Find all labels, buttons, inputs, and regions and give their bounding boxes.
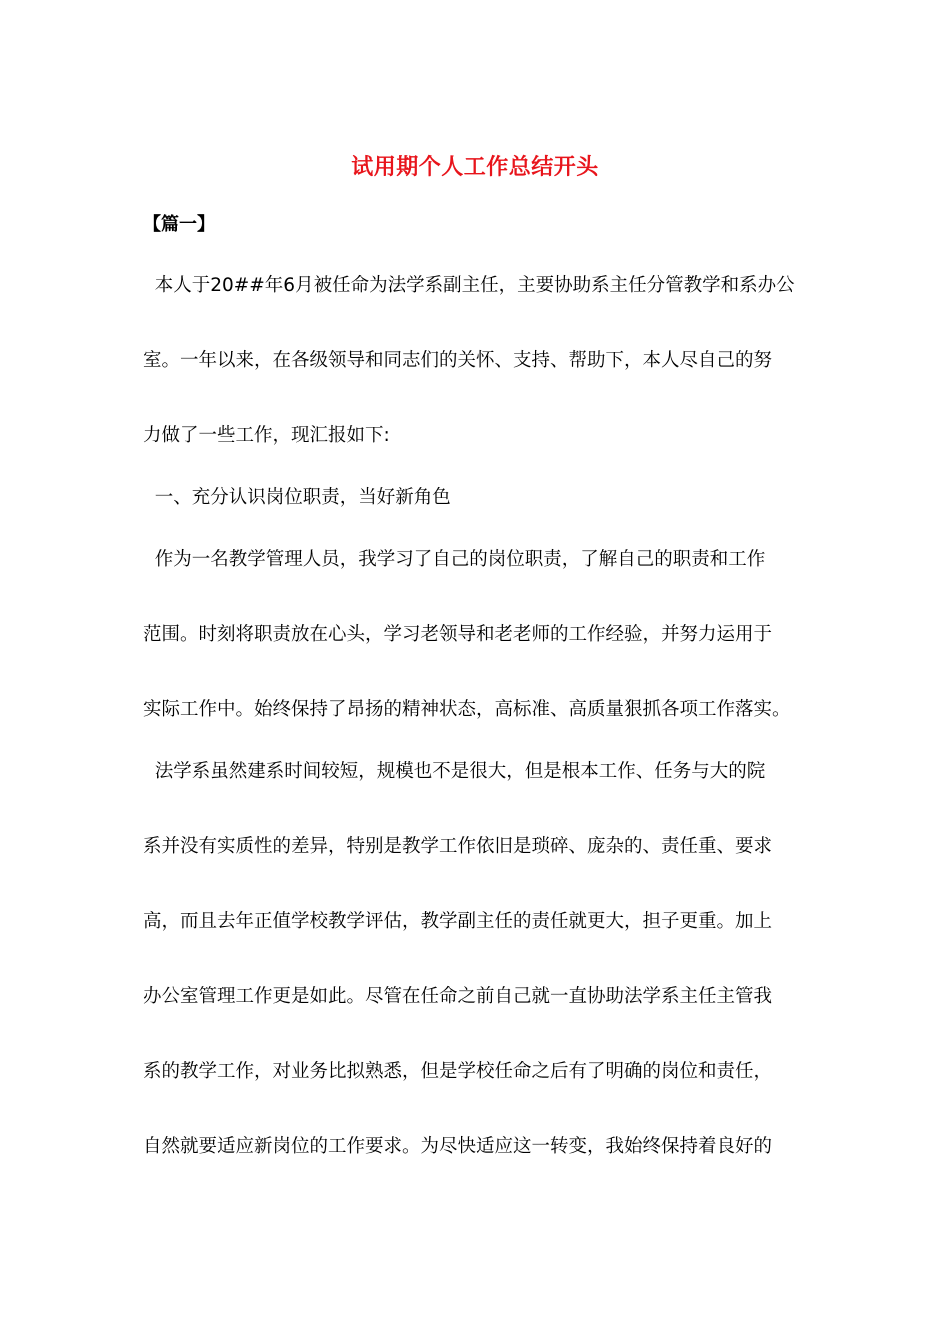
paragraph-line: 系的教学工作，对业务比拟熟悉，但是学校任命之后有了明确的岗位和责任，: [143, 1061, 773, 1082]
paragraph-line: 实际工作中。始终保持了昂扬的精神状态，高标准、高质量狠抓各项工作落实。: [143, 699, 791, 720]
paragraph-line: 范围。时刻将职责放在心头，学习老领导和老老师的工作经验，并努力运用于: [143, 624, 773, 645]
paragraph-line: 本人于20##年6月被任命为法学系副主任，主要协助系主任分管教学和系办公: [143, 275, 795, 296]
paragraph-line: 作为一名教学管理人员，我学习了自己的岗位职责，了解自己的职责和工作: [143, 549, 766, 570]
paragraph-line: 力做了一些工作，现汇报如下:: [143, 425, 390, 446]
paragraph-line: 法学系虽然建系时间较短，规模也不是很大，但是根本工作、任务与大的院: [143, 761, 766, 782]
section-heading: 一、充分认识岗位职责，当好新角色: [143, 487, 451, 508]
section-label: 【篇一】: [143, 214, 215, 235]
paragraph-line: 高，而且去年正值学校教学评估，教学副主任的责任就更大，担子更重。加上: [143, 911, 773, 932]
paragraph-line: 自然就要适应新岗位的工作要求。为尽快适应这一转变，我始终保持着良好的: [143, 1136, 773, 1157]
document-title: 试用期个人工作总结开头: [351, 154, 599, 180]
paragraph-line: 办公室管理工作更是如此。尽管在任命之前自己就一直协助法学系主任主管我: [143, 986, 773, 1007]
paragraph-line: 系并没有实质性的差异，特别是教学工作依旧是琐碎、庞杂的、责任重、要求: [143, 836, 773, 857]
paragraph-line: 室。一年以来，在各级领导和同志们的关怀、支持、帮助下，本人尽自己的努: [143, 350, 773, 371]
